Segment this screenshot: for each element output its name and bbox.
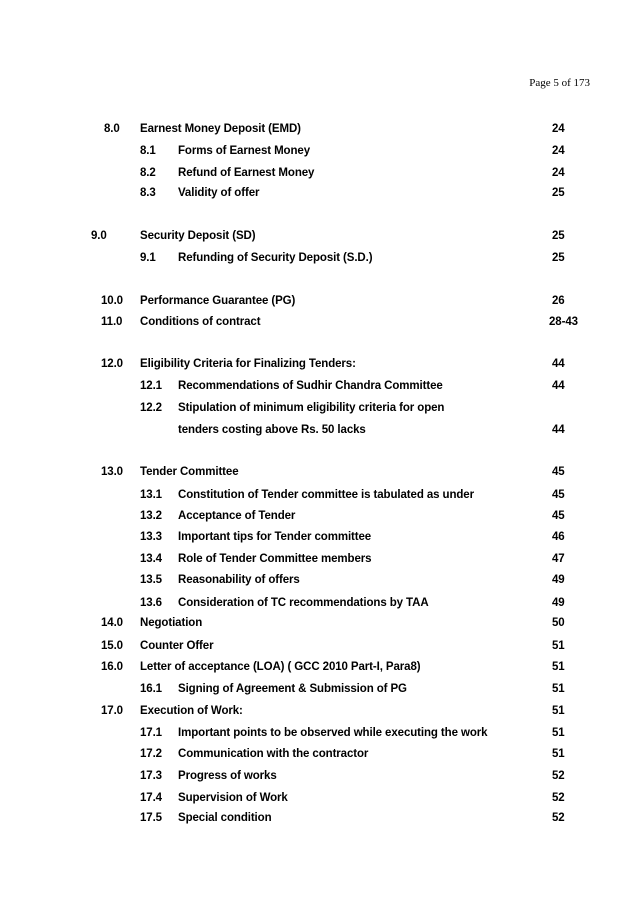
toc-entry-title: Stipulation of minimum eligibility criteria for open	[178, 402, 445, 414]
toc-entry-title: Counter Offer	[140, 640, 214, 652]
toc-entry-number: 9.1	[140, 252, 156, 264]
toc-entry-page: 45	[552, 510, 565, 522]
toc-entry-number: 15.0	[101, 640, 123, 652]
toc-entry-title: Recommendations of Sudhir Chandra Committee	[178, 380, 443, 392]
toc-entry	[0, 143, 638, 159]
toc-entry-page: 51	[552, 748, 565, 760]
toc-entry-page: 25	[552, 252, 565, 264]
toc-entry-number: 12.1	[140, 380, 162, 392]
toc-entry-page: 51	[552, 683, 565, 695]
toc-entry	[0, 529, 638, 545]
toc-entry-page: 49	[552, 597, 565, 609]
toc-entry-page: 28-43	[549, 316, 578, 328]
toc-entry-title: Eligibility Criteria for Finalizing Tenders:	[140, 358, 356, 370]
toc-entry-title: Important points to be observed while executing the work	[178, 727, 488, 739]
toc-entry-title: Tender Committee	[140, 466, 239, 478]
toc-entry-number: 10.0	[101, 295, 123, 307]
toc-entry	[0, 487, 638, 503]
toc-entry-number: 17.5	[140, 812, 162, 824]
toc-entry-title: Important tips for Tender committee	[178, 531, 372, 543]
toc-entry-page: 46	[552, 531, 565, 543]
toc-entry-title: Signing of Agreement & Submission of PG	[178, 683, 407, 695]
toc-entry-title: Forms of Earnest Money	[178, 145, 310, 157]
toc-entry-title: tenders costing above Rs. 50 lacks	[178, 424, 366, 436]
toc-entry-number: 13.6	[140, 597, 162, 609]
toc-entry	[0, 572, 638, 588]
toc-entry	[0, 314, 638, 330]
toc-entry	[0, 165, 638, 181]
toc-entry-title: Consideration of TC recommendations by TAA	[178, 597, 429, 609]
toc-entry-page: 25	[552, 187, 565, 199]
toc-entry-number: 16.1	[140, 683, 162, 695]
toc-entry	[0, 768, 638, 784]
toc-entry-number: 11.0	[101, 316, 123, 328]
toc-entry-title: Validity of offer	[178, 187, 260, 199]
toc-entry	[0, 810, 638, 826]
toc-entry	[0, 378, 638, 394]
toc-entry-page: 45	[552, 489, 565, 501]
toc-entry	[0, 250, 638, 266]
toc-entry-number: 13.4	[140, 553, 162, 565]
toc-entry-page: 24	[552, 123, 565, 135]
toc-entry-page: 24	[552, 167, 565, 179]
toc-entry	[0, 464, 638, 480]
toc-entry-title: Supervision of Work	[178, 792, 288, 804]
toc-entry-title: Execution of Work:	[140, 705, 243, 717]
toc-entry-page: 52	[552, 812, 565, 824]
toc-entry	[0, 422, 638, 438]
toc-entry-number: 8.0	[104, 123, 120, 135]
toc-entry-page: 26	[552, 295, 565, 307]
toc-entry	[0, 293, 638, 309]
toc-entry	[0, 703, 638, 719]
toc-entry-number: 12.0	[101, 358, 123, 370]
toc-entry-page: 44	[552, 424, 565, 436]
toc-entry-title: Refunding of Security Deposit (S.D.)	[178, 252, 373, 264]
toc-entry	[0, 595, 638, 611]
toc-entry	[0, 746, 638, 762]
toc-entry	[0, 790, 638, 806]
toc-entry-page: 51	[552, 661, 565, 673]
toc-entry-number: 13.1	[140, 489, 162, 501]
toc-entry-title: Security Deposit (SD)	[140, 230, 256, 242]
toc-entry	[0, 185, 638, 201]
toc-entry-number: 13.5	[140, 574, 162, 586]
toc-entry-number: 12.2	[140, 402, 162, 414]
toc-entry-page: 50	[552, 617, 565, 629]
toc-entry-page: 51	[552, 727, 565, 739]
toc-entry	[0, 400, 638, 416]
toc-entry	[0, 356, 638, 372]
toc-entry-title: Letter of acceptance (LOA) ( GCC 2010 Part-I, Para8)	[140, 661, 421, 673]
toc-entry-title: Constitution of Tender committee is tabulated as under	[178, 489, 474, 501]
toc-entry-title: Refund of Earnest Money	[178, 167, 315, 179]
toc-entry-title: Reasonability of offers	[178, 574, 300, 586]
toc-entry	[0, 659, 638, 675]
toc-entry-number: 17.3	[140, 770, 162, 782]
toc-entry-page: 51	[552, 705, 565, 717]
toc-entry-title: Progress of works	[178, 770, 277, 782]
toc-entry-page: 52	[552, 792, 565, 804]
toc-entry-title: Earnest Money Deposit (EMD)	[140, 123, 301, 135]
toc-entry	[0, 121, 638, 137]
toc-entry-number: 17.0	[101, 705, 123, 717]
toc-entry-title: Acceptance of Tender	[178, 510, 296, 522]
toc-entry-title: Negotiation	[140, 617, 203, 629]
toc-entry-number: 9.0	[91, 230, 107, 242]
toc-entry	[0, 228, 638, 244]
toc-entry-number: 16.0	[101, 661, 123, 673]
toc-entry	[0, 551, 638, 567]
toc-entry-number: 8.1	[140, 145, 156, 157]
toc-entry-number: 14.0	[101, 617, 123, 629]
toc-entry	[0, 615, 638, 631]
toc-entry-number: 13.3	[140, 531, 162, 543]
toc-entry-page: 44	[552, 380, 565, 392]
toc-entry-page: 47	[552, 553, 565, 565]
toc-entry-title: Performance Guarantee (PG)	[140, 295, 296, 307]
toc-entry-page: 25	[552, 230, 565, 242]
toc-entry-title: Conditions of contract	[140, 316, 261, 328]
toc-entry-page: 52	[552, 770, 565, 782]
toc-entry-number: 13.2	[140, 510, 162, 522]
toc-entry-page: 24	[552, 145, 565, 157]
toc-entry-title: Communication with the contractor	[178, 748, 369, 760]
toc-entry	[0, 508, 638, 524]
toc-entry-number: 17.2	[140, 748, 162, 760]
toc-entry-number: 8.3	[140, 187, 156, 199]
toc-entry	[0, 681, 638, 697]
toc-entry	[0, 638, 638, 654]
toc-entry-page: 44	[552, 358, 565, 370]
toc-entry-title: Role of Tender Committee members	[178, 553, 372, 565]
toc-entry-page: 51	[552, 640, 565, 652]
toc-entry-number: 13.0	[101, 466, 123, 478]
toc-entry-number: 17.4	[140, 792, 162, 804]
toc-entry-page: 49	[552, 574, 565, 586]
toc-entry-number: 17.1	[140, 727, 162, 739]
toc-entry-title: Special condition	[178, 812, 272, 824]
toc-entry-number: 8.2	[140, 167, 156, 179]
page-number-label: Page 5 of 173	[529, 77, 590, 89]
toc-entry-page: 45	[552, 466, 565, 478]
toc-entry	[0, 725, 638, 741]
